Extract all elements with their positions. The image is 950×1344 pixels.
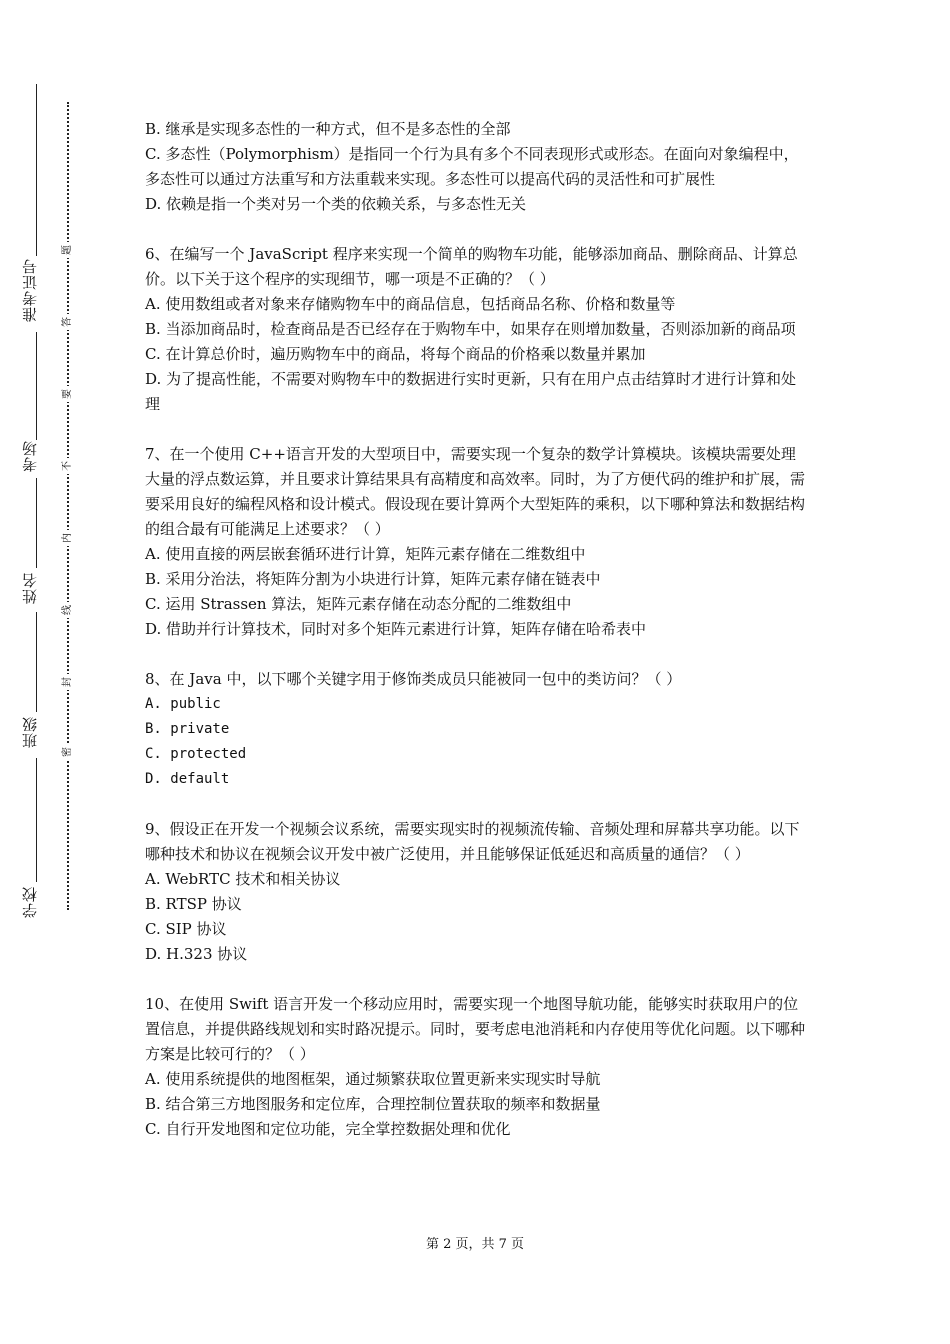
binding-label-name: 姓名 bbox=[21, 572, 39, 604]
option: C. 自行开发地图和定位功能，完全掌控数据处理和优化 bbox=[145, 1120, 511, 1138]
option: C. 多态性（Polymorphism）是指同一个行为具有多个不同表现形式或形态。在面向对象编程中，多态性可以通过方法重写和方法重载来实现。多态性可以提高代码的灵活性和可扩展性 bbox=[145, 145, 799, 188]
option: C. SIP 协议 bbox=[145, 920, 227, 938]
fill-line bbox=[36, 84, 37, 256]
option: B. private bbox=[145, 721, 230, 737]
option: B. RTSP 协议 bbox=[145, 895, 242, 913]
fill-line bbox=[36, 758, 37, 882]
question-stem: 6、在编写一个 JavaScript 程序来实现一个简单的购物车功能，能够添加商品、删除商品、计算总价。以下关于这个程序的实现细节，哪一项是不正确的？（ ） bbox=[145, 245, 798, 288]
seal-char: 封 bbox=[62, 674, 74, 690]
binding-label-exam-id: 准考证号 bbox=[21, 258, 39, 322]
binding-label-exam-room: 考场 bbox=[21, 440, 39, 472]
option: B. 结合第三方地图服务和定位库，合理控制位置获取的频率和数据量 bbox=[145, 1095, 601, 1113]
binding-label-school: 学校 bbox=[21, 886, 39, 918]
fill-line bbox=[36, 332, 37, 440]
option: A. WebRTC 技术和相关协议 bbox=[145, 870, 341, 888]
question-content bbox=[145, 117, 810, 1142]
seal-char: 不 bbox=[62, 458, 74, 474]
question-stem: 10、在使用 Swift 语言开发一个移动应用时，需要实现一个地图导航功能，能够实时获取用户的位置信息，并提供路线规划和实时路况提示。同时，要考虑电池消耗和内存使用等优化问题。以下哪种方案是比较可行的？（ ） bbox=[145, 995, 806, 1063]
seal-dotted-line bbox=[67, 102, 69, 910]
option: D. 借助并行计算技术，同时对多个矩阵元素进行计算，矩阵存储在哈希表中 bbox=[145, 620, 647, 638]
option: C. 在计算总价时，遍历购物车中的商品，将每个商品的价格乘以数量并累加 bbox=[145, 345, 646, 363]
seal-char: 内 bbox=[62, 530, 74, 546]
binding-margin bbox=[0, 0, 110, 1344]
question-stem: 8、在 Java 中，以下哪个关键字用于修饰类成员只能被同一包中的类访问？（ ） bbox=[145, 670, 682, 688]
option: B. 采用分治法，将矩阵分割为小块进行计算，矩阵元素存储在链表中 bbox=[145, 570, 601, 588]
seal-char: 答 bbox=[62, 314, 74, 330]
option: B. 当添加商品时，检查商品是否已经存在于购物车中，如果存在则增加数量，否则添加新的商品项 bbox=[145, 320, 796, 338]
seal-char: 题 bbox=[62, 242, 74, 258]
question-9 bbox=[145, 817, 810, 967]
option: D. 依赖是指一个类对另一个类的依赖关系，与多态性无关 bbox=[145, 195, 527, 213]
option: D. H.323 协议 bbox=[145, 945, 248, 963]
option: B. 继承是实现多态性的一种方式，但不是多态性的全部 bbox=[145, 120, 511, 138]
question-10 bbox=[145, 992, 810, 1142]
question-block-continued bbox=[145, 117, 810, 217]
question-8 bbox=[145, 667, 810, 792]
seal-char: 要 bbox=[62, 386, 74, 402]
fill-line bbox=[36, 612, 37, 712]
option: D. 为了提高性能，不需要对购物车中的数据进行实时更新，只有在用户点击结算时才进行计算和处理 bbox=[145, 370, 797, 413]
option: A. 使用直接的两层嵌套循环进行计算，矩阵元素存储在二维数组中 bbox=[145, 545, 586, 563]
binding-label-class: 班级 bbox=[21, 716, 39, 748]
question-stem: 9、假设正在开发一个视频会议系统，需要实现实时的视频流传输、音频处理和屏幕共享功能。以下哪种技术和协议在视频会议开发中被广泛使用，并且能够保证低延迟和高质量的通信？（ ） bbox=[145, 820, 800, 863]
option: D. default bbox=[145, 771, 230, 787]
seal-char: 密 bbox=[62, 744, 74, 760]
seal-char: 线 bbox=[62, 602, 74, 618]
page-number: 第 2 页，共 7 页 bbox=[425, 1237, 525, 1252]
fill-line bbox=[36, 478, 37, 568]
question-7 bbox=[145, 442, 810, 642]
question-stem: 7、在一个使用 C++语言开发的大型项目中，需要实现一个复杂的数学计算模块。该模块需要处理大量的浮点数运算，并且要求计算结果具有高精度和高效率。同时，为了方便代码的维护和扩展，需要采用良好的编程风格和设计模式。假设现在要计算两个大型矩阵的乘积，以下哪种算法和数据结构的组合最有可能满足上述要求？（ ） bbox=[145, 445, 806, 538]
question-6 bbox=[145, 242, 810, 417]
option: A. 使用系统提供的地图框架，通过频繁获取位置更新来实现实时导航 bbox=[145, 1070, 601, 1088]
option: C. protected bbox=[145, 746, 247, 762]
option: A. 使用数组或者对象来存储购物车中的商品信息，包括商品名称、价格和数量等 bbox=[145, 295, 676, 313]
option: C. 运用 Strassen 算法，矩阵元素存储在动态分配的二维数组中 bbox=[145, 595, 572, 613]
option: A. public bbox=[145, 696, 221, 712]
